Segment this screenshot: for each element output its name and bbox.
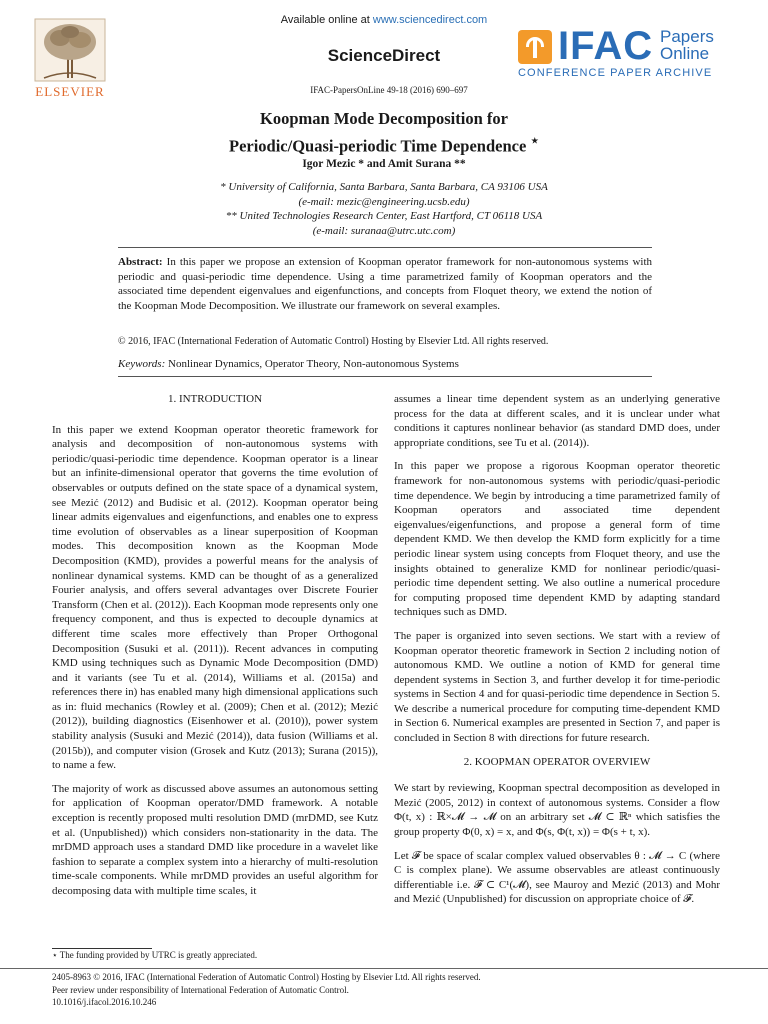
abstract-text: In this paper we propose an extension of Koopman operator framework for non-autonomous systems with periodic and quasi-periodic time dependence. Using a time parametrized family of Koopman operators and the associated time dependent eigenvalues and eigenfunctions, and concepts from Floquet theory, we extend the notion of the Koopman Mode Decomposition. We illustrate our framework on several examples. [118,256,652,312]
title-line-2-text: Periodic/Quasi-periodic Time Dependence [228,136,527,156]
abstract [118,255,652,313]
paper-title [0,108,768,158]
ifac-papers-text: Papers [660,27,714,46]
intro-paragraph-4: In this paper we propose a rigorous Koopman operator theoretic framework for non-autonomous systems with periodic/quasi-periodic time dependence. We begin by introducing a time parametrized family of Koopman operators and associated time dependent eigenvalues/eigenfunctions, and propose a general form of time dependent KMD. We then develop the KMD form explicitly for a time periodic linear system using concepts from Floquet theory, and use the insights obtained to generalize KMD for nonlinear periodic/quasi-periodic time dependent setting. We also outline a numerical procedure for computing proposed time dependent KMD by adapting standard techniques such as DMD. [394,460,720,619]
title-footnote-mark: ⋆ [530,133,540,148]
abstract-label: Abstract: [118,256,163,268]
ifac-online-text: Online [660,44,710,63]
footer-doi[interactable]: 10.1016/j.ifacol.2016.10.246 [52,997,157,1007]
intro-paragraph-1: In this paper we extend Koopman operator theoretic framework for analysis and decomposition of non-autonomous systems with periodic/quasi-periodic time dependence. Koopman operator is a linear but an infinite-dimensional operator that governs the time evolution of observables or outputs defined on the state space of a dynamical system, see Mezić (2012) and Budisic et al. (2012). Koopman operator being linear admits eigenvalues and eigenfunctions, and enables one to express time evolution of observables as a linear superposition of Koopman modes. This decomposition known as the Koopman Mode Decomposition (KMD), provides a powerful means for the analysis of nonlinear dynamical systems. KMD can be thought of as a generalized Fourier analysis, and offers several advantages over Discrete Fourier Transform (Chen et al. (2012)). Each Koopman mode represents only one frequency component, and thus is expected to decouple dynamics at different time scales more effectively than Proper Orthogonal Decomposition (Susuki et al. (2011)). Recent advances in computing KMD using techniques such as Dynamic Mode Decomposition (DMD) and it variants (see Tu et al. (2014), Williams et al. (2015a) and references there in) has enabled many high dimensional applications such as in: fluid mechanics (Rowley et al. (2009); Chen et al. (2012); Mezić (2012)), building diagnostics (Eisenhower et al. (2010)), power system stability analysis (Susuki and Mezić (2014)), data fusion (Williams et al. (2015b)), and computer vision (Grosek and Kutz (2013); Surana (2015)), to name a few. [52,423,378,772]
publication-footer [52,971,481,1009]
funding-footnote: ⋆ The funding provided by UTRC is greatly appreciated. [52,950,258,960]
footer-peer-review: Peer review under responsibility of International Federation of Automatic Control. [52,984,349,995]
left-column [52,392,378,908]
affiliations [0,180,768,238]
intro-paragraph-5: The paper is organized into seven sections. We start with a review of Koopman operator theoretic framework in Section 2 including notion of autonomous KMD. We outline a notion of KMD for general time dependent systems in Section 3, and further develop it for time-periodic systems in Section 4 and for quasi-periodic time dependence in Section 5. We describe a numerical procedure for computing time-dependent KMD in Section 6. Numerical examples are presented in Section 7, and paper is concluded in Section 8 with directions for future research. [394,629,720,745]
ifac-badge-icon [518,30,552,64]
available-prefix: Available online at [280,14,373,26]
section-heading-introduction: 1. INTRODUCTION [167,393,263,405]
sciencedirect-link[interactable]: www.sciencedirect.com [372,14,488,26]
overview-paragraph-1: We start by reviewing, Koopman spectral decomposition as developed in Mezić (2005, 2012) in context of autonomous systems. Consider a flow Φ(t, x) : ℝ×𝓜 → 𝓜 on an arbitrary set 𝓜 ⊂ ℝⁿ which satisfies the group property Φ(0, x) = x, and Φ(s, Φ(t, x)) = Φ(s + t, x). [394,782,720,839]
ifac-wordmark: IFAC [558,24,654,68]
abstract-copyright: © 2016, IFAC (International Federation of Automatic Control) Hosting by Elsevier Ltd. All rights reserved. [118,336,549,347]
affiliation-1-email: (e-mail: mezic@engineering.ucsb.edu) [298,195,470,208]
footer-rule [0,968,768,969]
affiliation-1: * University of California, Santa Barbara, Santa Barbara, CA 93106 USA [220,181,548,193]
journal-reference: IFAC-PapersOnLine 49-18 (2016) 690–697 [310,85,468,95]
title-line-2 [0,130,768,158]
keywords-text: Nonlinear Dynamics, Operator Theory, Non-autonomous Systems [165,358,459,370]
abstract-bottom-rule [118,376,652,377]
overview-paragraph-2: Let 𝓕 be space of scalar complex valued observables θ : 𝓜 → C (where C is complex plane). We assume observables are atleast continuously differentiable i.e. 𝓕 ⊂ C¹(𝓜), see Mauroy and Mezić (2013) and Mohr and Mezić (Unpublished) for discussion on appropriate choice of 𝓕. [394,849,720,906]
footer-issn-copyright: 2405-8963 © 2016, IFAC (International Federation of Automatic Control) Hosting by Elsevier Ltd. All rights reserved. [52,972,481,982]
ifac-papers-online [660,28,714,62]
footnote-rule [52,948,152,949]
ifac-logo [518,24,754,84]
keywords [118,358,652,370]
title-line-1: Koopman Mode Decomposition for [260,109,508,128]
paper-authors: Igor Mezic * and Amit Surana ** [302,158,466,170]
elsevier-wordmark: ELSEVIER [35,84,105,99]
intro-paragraph-3: assumes a linear time dependent system as an underlying generative process for the data at different scales, and it is unclear under what conditions it captures nonlinear behavior (as standard DMD does, under appropriate conditions, see Tu et al. (2014)). [394,393,720,449]
keywords-label: Keywords: [118,358,166,370]
right-column [394,392,720,916]
ifac-archive-text: CONFERENCE PAPER ARCHIVE [518,67,713,79]
section-heading-koopman-overview: 2. KOOPMAN OPERATOR OVERVIEW [463,755,651,768]
sciencedirect-wordmark: ScienceDirect [327,46,441,65]
affiliation-2-email: (e-mail: suranaa@utrc.utc.com) [312,224,456,237]
affiliation-2: ** United Technologies Research Center, East Hartford, CT 06118 USA [225,210,543,222]
abstract-top-rule [118,247,652,248]
intro-paragraph-2: The majority of work as discussed above assumes an autonomous setting for application of Koopman operator/DMD framework. A notable exception is recently proposed multi resolution DMD (mrDMD, see Kutz et al. (Unpublished)) which considers non-stationarity in the data. The mrDMD approach uses a standard DMD like procedure in a wavelet like fashion to separate a complex system into a hierarchy of multi-resolution time-scale components. While mrDMD provides an useful algorithm for decomposing data with multiple time scales, it [52,782,378,897]
